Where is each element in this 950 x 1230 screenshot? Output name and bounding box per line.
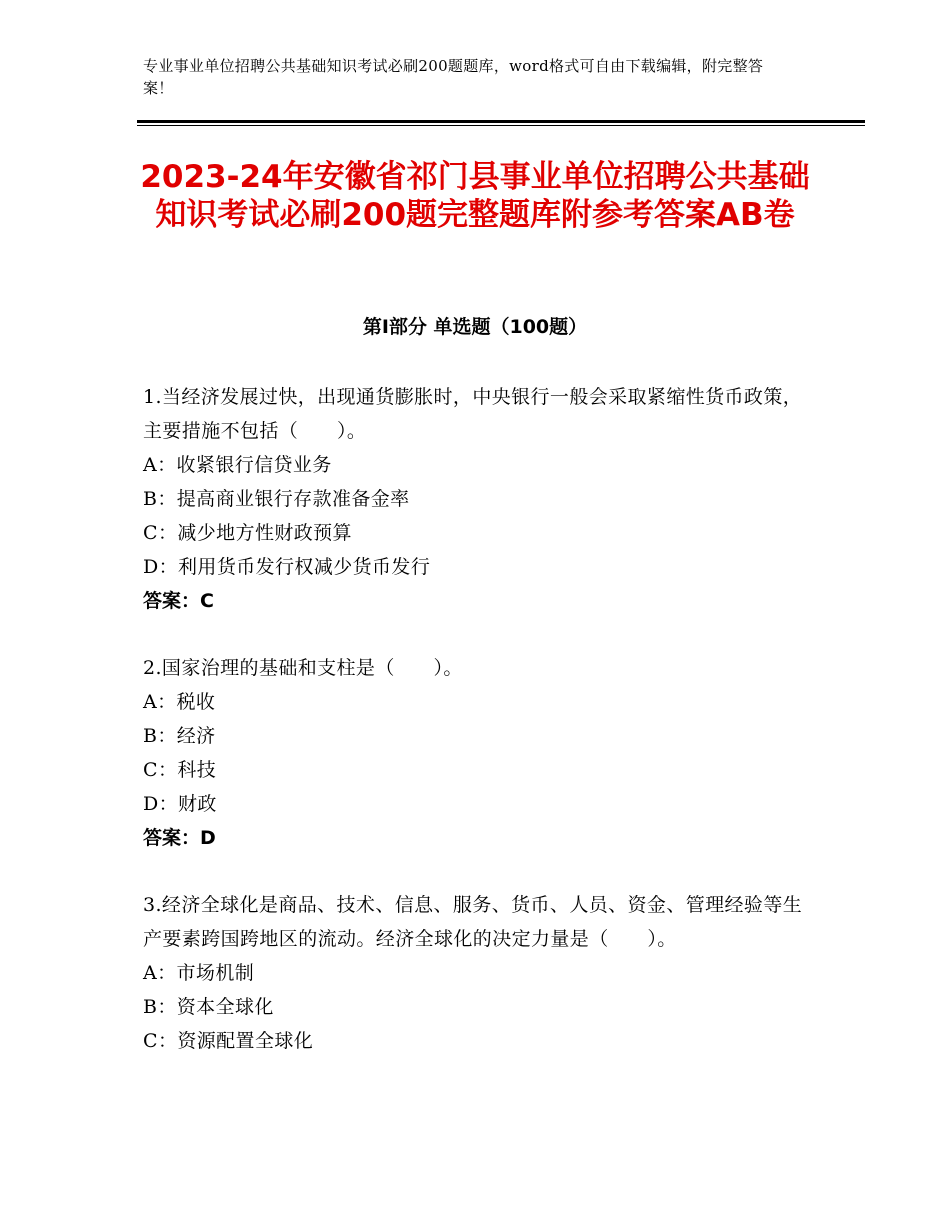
option-c: C：减少地方性财政预算 (143, 522, 352, 544)
option-d: D：财政 (143, 793, 217, 815)
option-d: D：利用货币发行权减少货币发行 (143, 556, 431, 578)
document-title: 2023-24年安徽省祁门县事业单位招聘公共基础知识考试必刷200题完整题库附参考答案AB卷 (140, 159, 810, 233)
header-rule-thin (137, 125, 865, 126)
option-a: A：收紧银行信贷业务 (143, 454, 332, 476)
answer-line: 答案：C (143, 590, 214, 612)
option-b: B：提高商业银行存款准备金率 (143, 488, 410, 510)
answer-line: 答案：D (143, 827, 216, 849)
question-list (143, 380, 803, 1091)
option-b: B：资本全球化 (143, 996, 274, 1018)
section-heading: 第Ⅰ部分 单选题（100题） (362, 316, 588, 338)
question-3 (143, 888, 803, 1058)
option-a: A：市场机制 (143, 962, 255, 984)
question-text: 1.当经济发展过快，出现通货膨胀时，中央银行一般会采取紧缩性货币政策，主要措施不包括（ ）。 (143, 386, 803, 442)
option-c: C：资源配置全球化 (143, 1030, 314, 1052)
question-text: 3.经济全球化是商品、技术、信息、服务、货币、人员、资金、管理经验等生产要素跨国跨地区的流动。经济全球化的决定力量是（ ）。 (143, 894, 803, 950)
option-a: A：税收 (143, 691, 216, 713)
page-header: 专业事业单位招聘公共基础知识考试必刷200题题库，word格式可自由下载编辑，附完整答案！ (143, 57, 764, 97)
header-rule-thick (137, 120, 865, 123)
option-b: B：经济 (143, 725, 216, 747)
question-2 (143, 651, 803, 855)
question-1 (143, 380, 803, 618)
question-text: 2.国家治理的基础和支柱是（ ）。 (143, 657, 463, 679)
option-c: C：科技 (143, 759, 217, 781)
